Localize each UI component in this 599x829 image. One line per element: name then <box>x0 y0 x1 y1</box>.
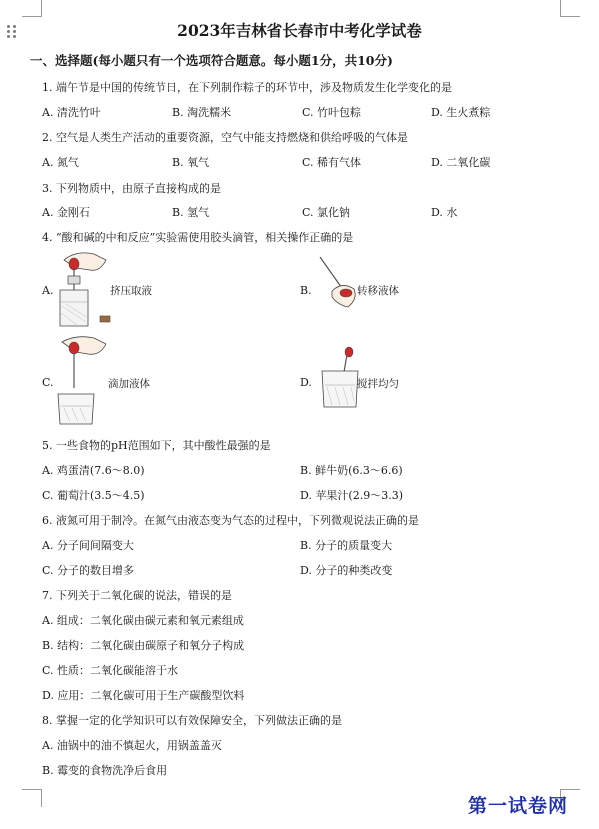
question-stem: 5. 一些食物的pH范围如下，其中酸性最强的是 <box>42 439 271 452</box>
option-d: D. 分子的种类改变 <box>300 564 393 577</box>
option-b: B. 结构：二氧化碳由碳原子和氧分子构成 <box>42 639 245 652</box>
option-b: B. 鲜牛奶(6.3～6.6) <box>300 464 403 477</box>
figure-caption: 挤压取液 <box>110 285 152 297</box>
question-stem: 8. 掌握一定的化学知识可以有效保障安全，下列做法正确的是 <box>42 714 342 727</box>
crop-mark-top-right-h <box>560 16 580 17</box>
option-a: A. 分子间间隔变大 <box>42 539 134 552</box>
option-b: B. 霉变的食物洗净后食用 <box>42 764 168 777</box>
crop-mark-top-left-v <box>41 0 42 17</box>
figure-caption: 搅拌均匀 <box>357 378 399 390</box>
stirring-beaker-icon <box>318 345 362 409</box>
option-d: D. 二氧化碳 <box>431 156 491 169</box>
option-a: A. <box>42 284 54 297</box>
crop-mark-top-right-v <box>560 0 561 17</box>
option-d: D. <box>300 376 312 389</box>
dropper-beaker-icon <box>54 334 110 426</box>
option-a: A. 氮气 <box>42 156 79 169</box>
option-c: C. 竹叶包粽 <box>302 106 362 119</box>
option-a: A. 组成：二氧化碳由碳元素和氧元素组成 <box>42 614 244 627</box>
question-stem: 2. 空气是人类生产活动的重要资源，空气中能支持燃烧和供给呼吸的气体是 <box>42 131 408 144</box>
option-a: A. 清洗竹叶 <box>42 106 101 119</box>
question-stem: 4. “酸和碱的中和反应”实验需使用胶头滴管，相关操作正确的是 <box>42 231 354 244</box>
option-d: D. 应用：二氧化碳可用于生产碳酸型饮料 <box>42 689 245 702</box>
figure-caption: 转移液体 <box>357 285 399 297</box>
option-b: B. 氧气 <box>172 156 210 169</box>
option-d: D. 水 <box>431 206 458 219</box>
question-stem: 6. 液氮可用于制冷。在氮气由液态变为气态的过程中，下列微观说法正确的是 <box>42 514 419 527</box>
option-a: A. 金刚石 <box>42 206 90 219</box>
question-stem: 1. 端午节是中国的传统节日，在下列制作粽子的环节中，涉及物质发生化学变化的是 <box>42 81 452 94</box>
watermark-logo: 第一试卷网 <box>468 795 569 817</box>
question-stem: 3. 下列物质中，由原子直接构成的是 <box>42 182 221 195</box>
option-d: D. 苹果汁(2.9～3.3) <box>300 489 403 502</box>
option-c: C. 稀有气体 <box>302 156 362 169</box>
page-title: 2023年吉林省长春市中考化学试卷 <box>177 21 422 40</box>
option-a: A. 油锅中的油不慎起火，用锅盖盖灭 <box>42 739 222 752</box>
option-b: B. <box>300 284 312 297</box>
option-c: C. 性质：二氧化碳能溶于水 <box>42 664 179 677</box>
option-b: B. 氢气 <box>172 206 210 219</box>
option-c: C. <box>42 376 54 389</box>
option-b: B. 分子的质量变大 <box>300 539 393 552</box>
crop-mark-top-left-h <box>22 16 42 17</box>
option-d: D. 生火煮粽 <box>431 106 491 119</box>
crop-mark-bottom-left-h <box>22 789 42 790</box>
figure-caption: 滴加液体 <box>108 378 150 390</box>
crop-mark-bottom-left-v <box>41 789 42 807</box>
option-a: A. 鸡蛋清(7.6～8.0) <box>42 464 145 477</box>
question-stem: 7. 下列关于二氧化碳的说法，错误的是 <box>42 589 232 602</box>
option-c: C. 葡萄汁(3.5～4.5) <box>42 489 145 502</box>
section-heading: 一、选择题(每小题只有一个选项符合题意。每小题1分，共10分) <box>30 53 393 68</box>
option-c: C. 分子的数目增多 <box>42 564 135 577</box>
dropper-hand-icon <box>318 255 360 317</box>
option-b: B. 淘洗糯米 <box>172 106 232 119</box>
crop-mark-bottom-right-h <box>560 789 580 790</box>
option-c: C. 氯化钠 <box>302 206 351 219</box>
